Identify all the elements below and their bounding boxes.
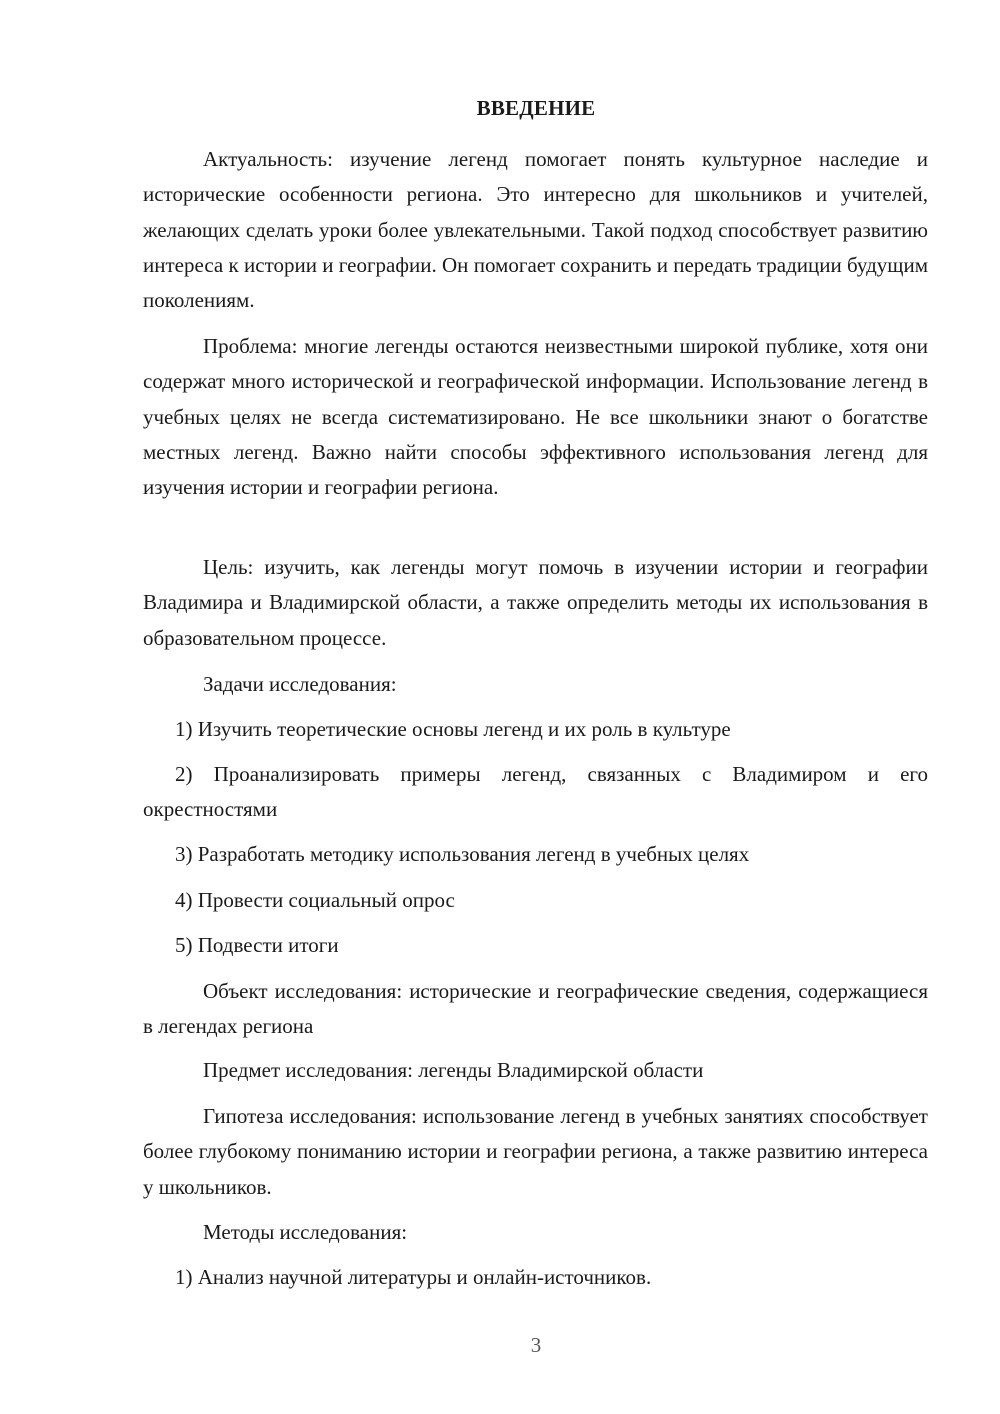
hypothesis-paragraph: Гипотеза исследования: использование легенд в учебных занятиях способствует более глубокому пониманию истории и географии региона, а также развитию интереса у школьников. xyxy=(143,1104,928,1199)
task-item: 4) Провести социальный опрос xyxy=(175,888,455,912)
page-number: 3 xyxy=(530,1333,542,1357)
page-title: ВВЕДЕНИЕ xyxy=(476,96,596,120)
methods-heading: Методы исследования: xyxy=(203,1220,408,1244)
relevance-paragraph: Актуальность: изучение легенд помогает понять культурное наследие и исторические особенности региона. Это интересно для школьников и учителей, желающих сделать уроки более увлекательными. Такой подход способствует развитию интереса к истории и географии. Он помогает сохранить и передать традиции будущим поколениям. xyxy=(143,147,928,313)
task-item: 5) Подвести итоги xyxy=(175,933,339,957)
task-item: 2) Проанализировать примеры легенд, связанных с Владимиром и его окрестностями xyxy=(143,762,928,822)
method-item: 1) Анализ научной литературы и онлайн-источников. xyxy=(175,1265,652,1289)
tasks-heading: Задачи исследования: xyxy=(203,672,397,696)
task-item: 1) Изучить теоретические основы легенд и их роль в культуре xyxy=(175,717,731,741)
subject-paragraph: Предмет исследования: легенды Владимирской области xyxy=(203,1058,704,1082)
task-item: 3) Разработать методику использования легенд в учебных целях xyxy=(175,842,750,866)
goal-paragraph: Цель: изучить, как легенды могут помочь в изучении истории и географии Владимира и Владимирской области, а также определить методы их использования в образовательном процессе. xyxy=(143,555,928,650)
problem-paragraph: Проблема: многие легенды остаются неизвестными широкой публике, хотя они содержат много исторической и географической информации. Использование легенд в учебных целях не всегда систематизировано. Не все школьники знают о богатстве местных легенд. Важно найти способы эффективного использования легенд для изучения истории и географии региона. xyxy=(143,334,928,500)
object-paragraph: Объект исследования: исторические и географические сведения, содержащиеся в легендах региона xyxy=(143,979,928,1039)
